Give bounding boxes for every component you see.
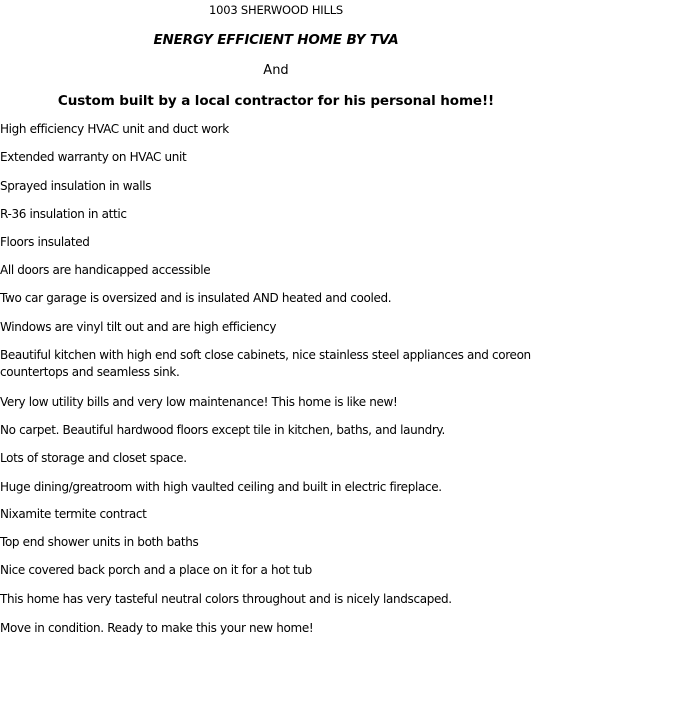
feature-item-windows: Windows are vinyl tilt out and are high efficiency [0, 320, 277, 334]
feature-item-hvac: High efficiency HVAC unit and duct work [0, 122, 229, 136]
flyer-subtitle: Custom built by a local contractor for his personal home!! [57, 93, 495, 109]
feature-item-shower-units: Top end shower units in both baths [0, 535, 199, 549]
feature-item-attic-insulation: R-36 insulation in attic [0, 207, 127, 221]
flyer-title: ENERGY EFFICIENT HOME BY TVA [153, 32, 399, 48]
feature-item-floors-insulated: Floors insulated [0, 235, 90, 249]
property-address: 1003 SHERWOOD HILLS [209, 3, 343, 17]
conjunction-text: And [263, 63, 289, 78]
feature-item-garage: Two car garage is oversized and is insulated AND heated and cooled. [0, 291, 392, 305]
feature-item-greatroom: Huge dining/greatroom with high vaulted ceiling and built in electric fireplace. [0, 480, 442, 494]
feature-item-utility-bills: Very low utility bills and very low maintenance! This home is like new! [0, 395, 398, 409]
feature-item-wall-insulation: Sprayed insulation in walls [0, 179, 152, 193]
feature-item-back-porch: Nice covered back porch and a place on it for a hot tub [0, 563, 312, 577]
feature-item-warranty: Extended warranty on HVAC unit [0, 150, 187, 164]
feature-item-move-in: Move in condition. Ready to make this your new home! [0, 621, 314, 635]
feature-item-storage: Lots of storage and closet space. [0, 451, 187, 465]
feature-item-kitchen: Beautiful kitchen with high end soft close cabinets, nice stainless steel appliances and coreon countertops and seamless sink. [0, 348, 531, 379]
feature-item-termite-contract: Nixamite termite contract [0, 507, 147, 521]
feature-item-floors: No carpet. Beautiful hardwood floors except tile in kitchen, baths, and laundry. [0, 423, 445, 437]
feature-item-accessible-doors: All doors are handicapped accessible [0, 263, 211, 277]
feature-item-neutral-colors: This home has very tasteful neutral colors throughout and is nicely landscaped. [0, 592, 452, 606]
